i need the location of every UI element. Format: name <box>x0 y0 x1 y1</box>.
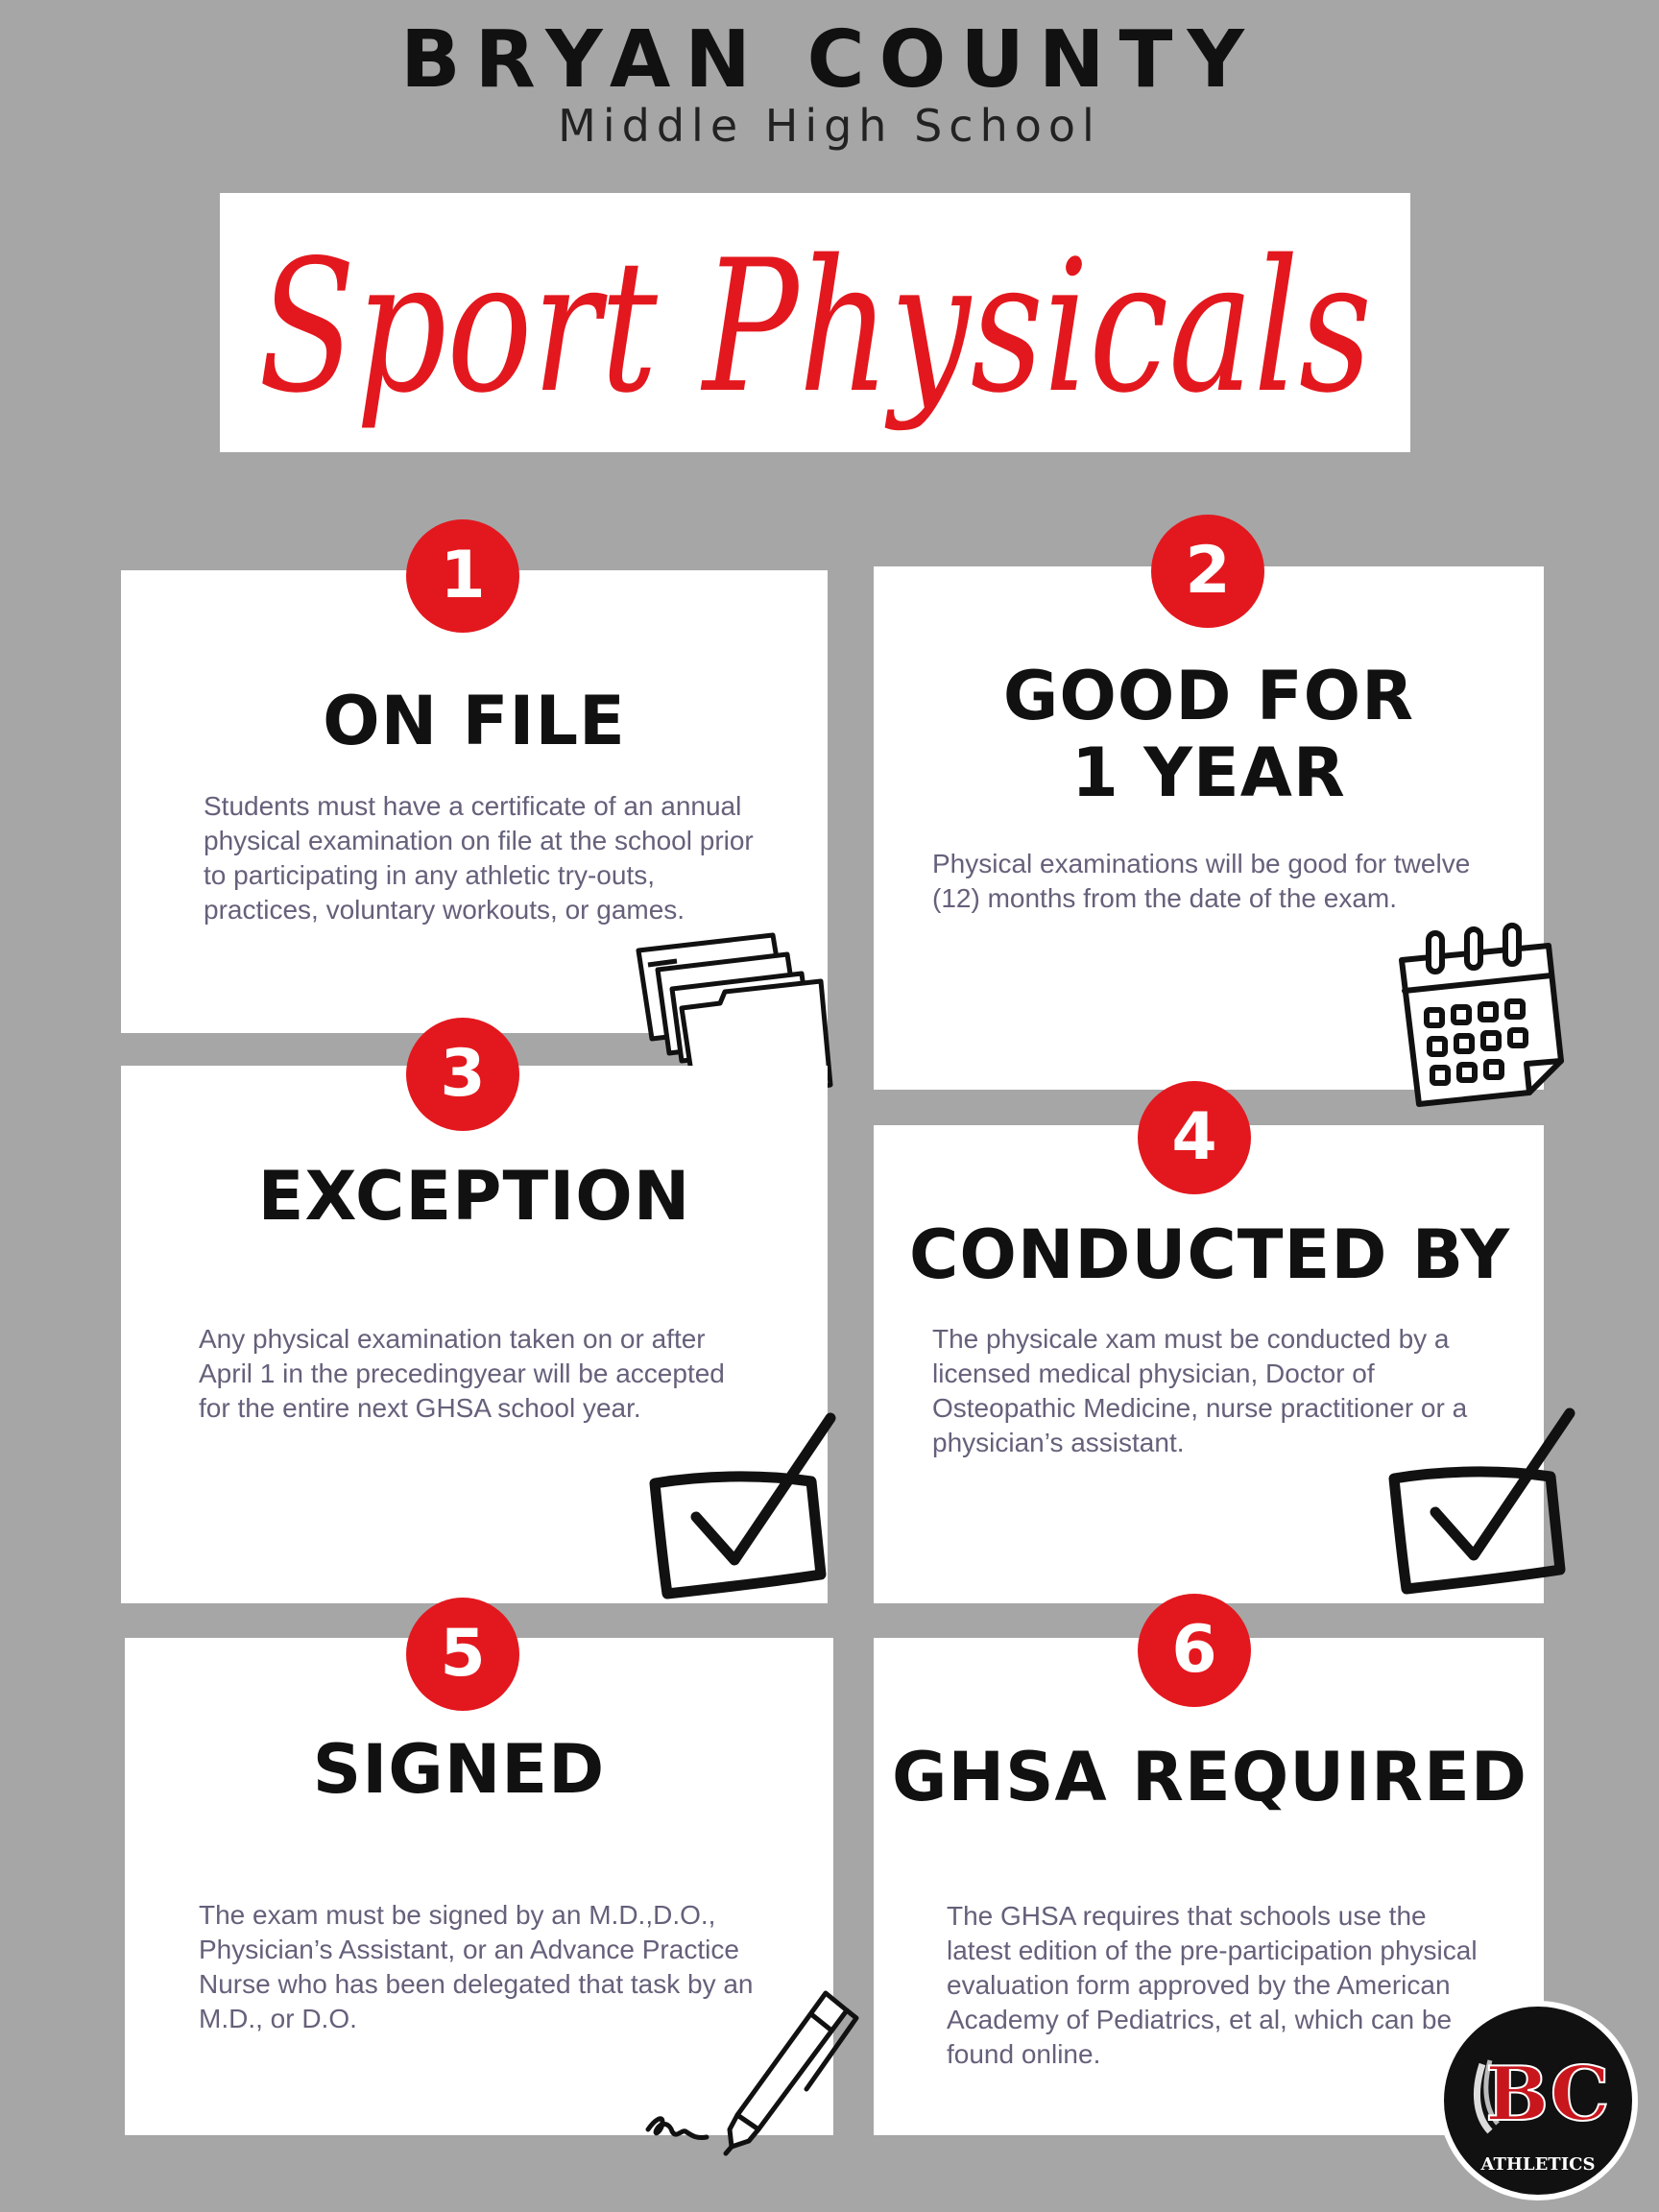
card-body-conducted-by: The physicale xam must be conducted by a licensed medical physician, Doctor of Osteopathic Medicine, nurse practitioner or a physician’s assistant. <box>932 1324 1468 1457</box>
card-body-signed: The exam must be signed by an M.D.,D.O., Physician’s Assistant, or an Advance Practice Nurse who has been delegated that task by an M.D., or D.O. <box>199 1900 754 2033</box>
calendar-icon <box>1390 922 1573 1109</box>
card-heading-exception: EXCEPTION <box>257 1157 691 1236</box>
card-heading-ghsa-required: GHSA REQUIRED <box>892 1738 1527 1816</box>
page-title: Sport Physicals <box>258 221 1372 433</box>
logo-label: ATHLETICS <box>1480 2154 1596 2175</box>
card-heading-on-file: ON FILE <box>323 682 626 760</box>
step-badge-3: 3 <box>406 1018 519 1131</box>
checkbox-icon <box>1382 1402 1584 1613</box>
step-badge-5: 5 <box>406 1598 519 1711</box>
school-subtitle: Middle High School <box>558 100 1101 152</box>
card-body-ghsa-required: The GHSA requires that schools use the latest edition of the pre-participation physical evaluation form approved by the American Academy of Pediatrics, et al, which can be found online. <box>947 1901 1478 2069</box>
card-heading-signed: SIGNED <box>312 1730 606 1809</box>
title-banner <box>220 193 1410 452</box>
pen-signature-icon <box>643 1985 864 2158</box>
card-heading-good-for-line1: GOOD FOR <box>1002 657 1415 735</box>
card-heading-good-for-line2: 1 YEAR <box>1071 733 1346 812</box>
card-body-exception: Any physical examination taken on or after April 1 in the precedingyear will be accepted for the entire next GHSA school year. <box>199 1324 725 1423</box>
step-badge-4: 4 <box>1138 1081 1251 1194</box>
step-badge-6: 6 <box>1138 1594 1251 1707</box>
page-title-graphic <box>220 193 1410 452</box>
athletics-logo-graphic <box>1444 2007 1632 2195</box>
logo-monogram: BC <box>1485 2051 1610 2138</box>
card-body-on-file: Students must have a certificate of an annual physical examination on file at the school prior to participating in any athletic try-outs, practices, voluntary workouts, or games. <box>204 791 754 925</box>
step-badge-2: 2 <box>1151 515 1264 628</box>
athletics-logo <box>1438 2001 1638 2200</box>
school-name: BRYAN COUNTY <box>400 14 1259 106</box>
checkbox-icon <box>643 1407 845 1618</box>
card-heading-conducted-by: CONDUCTED BY <box>908 1215 1511 1294</box>
card-body-good-for-1-year: Physical examinations will be good for twelve (12) months from the date of the exam. <box>932 849 1471 913</box>
step-badge-1: 1 <box>406 519 519 633</box>
